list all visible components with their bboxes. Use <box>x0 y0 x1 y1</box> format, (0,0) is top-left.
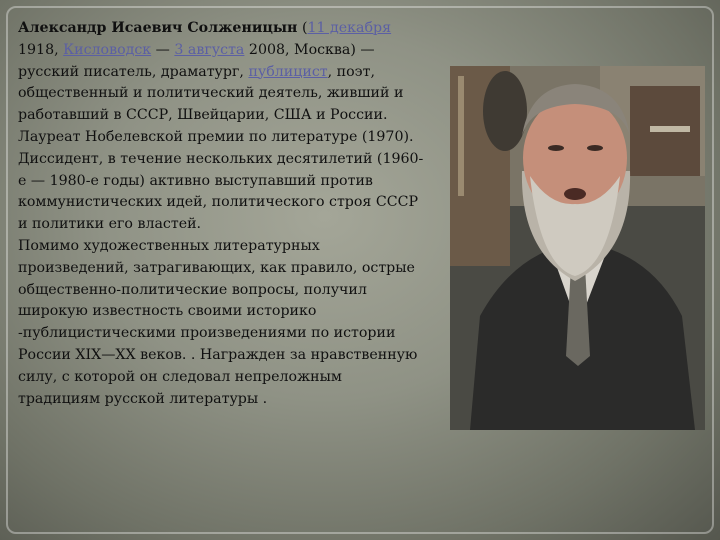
paragraph-nobel: Лауреат Нобелевской премии по литературе (1970). Диссидент, в течение нескольких десятилетий (1960-е — 1980-е годы) активно выступавший против коммунистических идей, политического строя СССР и политики его властей. <box>18 128 424 233</box>
portrait-photo <box>450 66 705 430</box>
text-fragment: — <box>151 41 175 58</box>
link-publicist[interactable]: публицист <box>248 63 328 80</box>
text-fragment: , поэт, общественный и политический деятель, живший и работавший в СССР, Швейцарии, США и России. <box>18 63 404 124</box>
paragraph-works: Помимо художественных литературных произведений, затрагивающих, как правило, острые общественно-политические вопросы, получил широкую известность своими историко -публицистическими произведениями по истории России XIX—XX веков. . Награжден за нравственную силу, с которой он следовал непреложным традициям русской литературы . <box>18 237 418 407</box>
article-text <box>18 18 428 410</box>
portrait-illustration <box>450 66 705 430</box>
text-fragment: 1918, <box>18 41 64 58</box>
link-death-date[interactable]: 3 августа <box>174 41 245 58</box>
text-fragment: 2008, Москва) — русский писатель, драматург, <box>18 41 375 80</box>
link-birth-date[interactable]: 11 декабря <box>307 20 392 36</box>
person-name: Александр Исаевич Солженицын <box>18 20 298 36</box>
link-birth-place[interactable]: Кисловодск <box>63 41 152 58</box>
text-fragment: ( <box>297 20 308 36</box>
